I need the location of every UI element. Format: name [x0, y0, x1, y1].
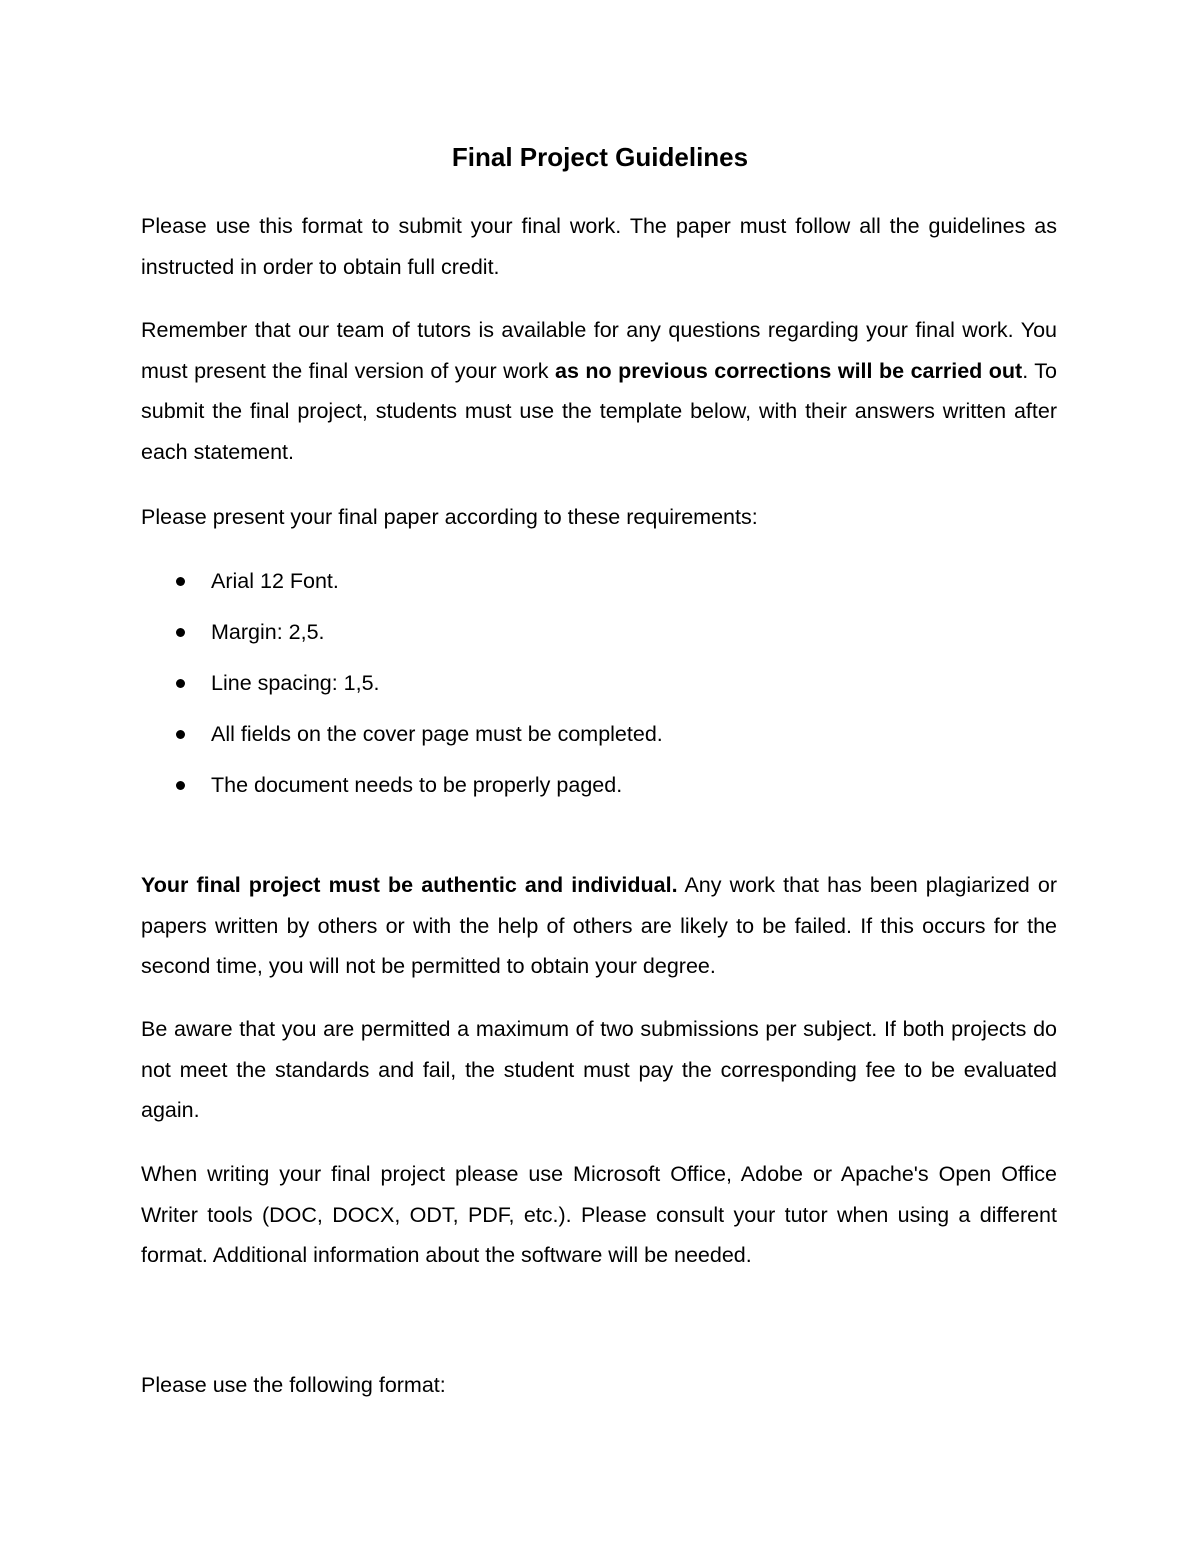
authenticity-paragraph: [141, 865, 1057, 987]
list-item: [141, 714, 1057, 765]
bullet-icon: [176, 679, 185, 688]
requirements-list: [141, 561, 1057, 816]
bullet-icon: [176, 730, 185, 739]
tutors-bold-text: as no previous corrections will be carried out: [555, 358, 1023, 383]
tutors-paragraph: [141, 310, 1057, 473]
authenticity-bold-text: Your final project must be authentic and individual.: [141, 873, 678, 897]
requirement-text: Arial 12 Font.: [211, 569, 339, 593]
bullet-icon: [176, 577, 185, 586]
list-item: [141, 561, 1057, 612]
bullet-icon: [176, 628, 185, 637]
bullet-icon: [176, 781, 185, 790]
software-paragraph: When writing your final project please use Microsoft Office, Adobe or Apache's Open Office Writer tools (DOC, DOCX, ODT, PDF, etc.). Please consult your tutor when using a different format. Additional information about the software will be needed.: [141, 1162, 1057, 1268]
requirement-text: Line spacing: 1,5.: [211, 671, 380, 695]
requirement-text: All fields on the cover page must be completed.: [211, 722, 663, 746]
authenticity-text: Any work that has been plagiarized or papers written by others or with the help of others are likely to be failed. If this occurs for the second time, you will not be permitted to obtain your degree.: [141, 873, 1057, 979]
tutors-text-end: . To submit the final project, students must use the template below, with their answers written after each statement.: [141, 358, 1058, 465]
list-item: [141, 765, 1057, 816]
list-item: [141, 612, 1057, 663]
submissions-paragraph: Be aware that you are permitted a maximum of two submissions per subject. If both projects do not meet the standards and fail, the student must pay the corresponding fee to be evaluated again.: [141, 1017, 1057, 1123]
requirement-text: Margin: 2,5.: [211, 620, 325, 644]
tutors-text-start: Remember that our team of tutors is available for any questions regarding your final work. You must present the final version of your work: [141, 318, 1057, 383]
requirement-text: The document needs to be properly paged.: [211, 773, 623, 797]
page-title: Final Project Guidelines: [451, 142, 749, 172]
intro-paragraph: Please use this format to submit your final work. The paper must follow all the guidelines as instructed in order to obtain full credit.: [141, 214, 1057, 279]
requirements-intro: Please present your final paper according to these requirements:: [141, 505, 758, 529]
format-intro: Please use the following format:: [141, 1373, 446, 1397]
list-item: [141, 663, 1057, 714]
